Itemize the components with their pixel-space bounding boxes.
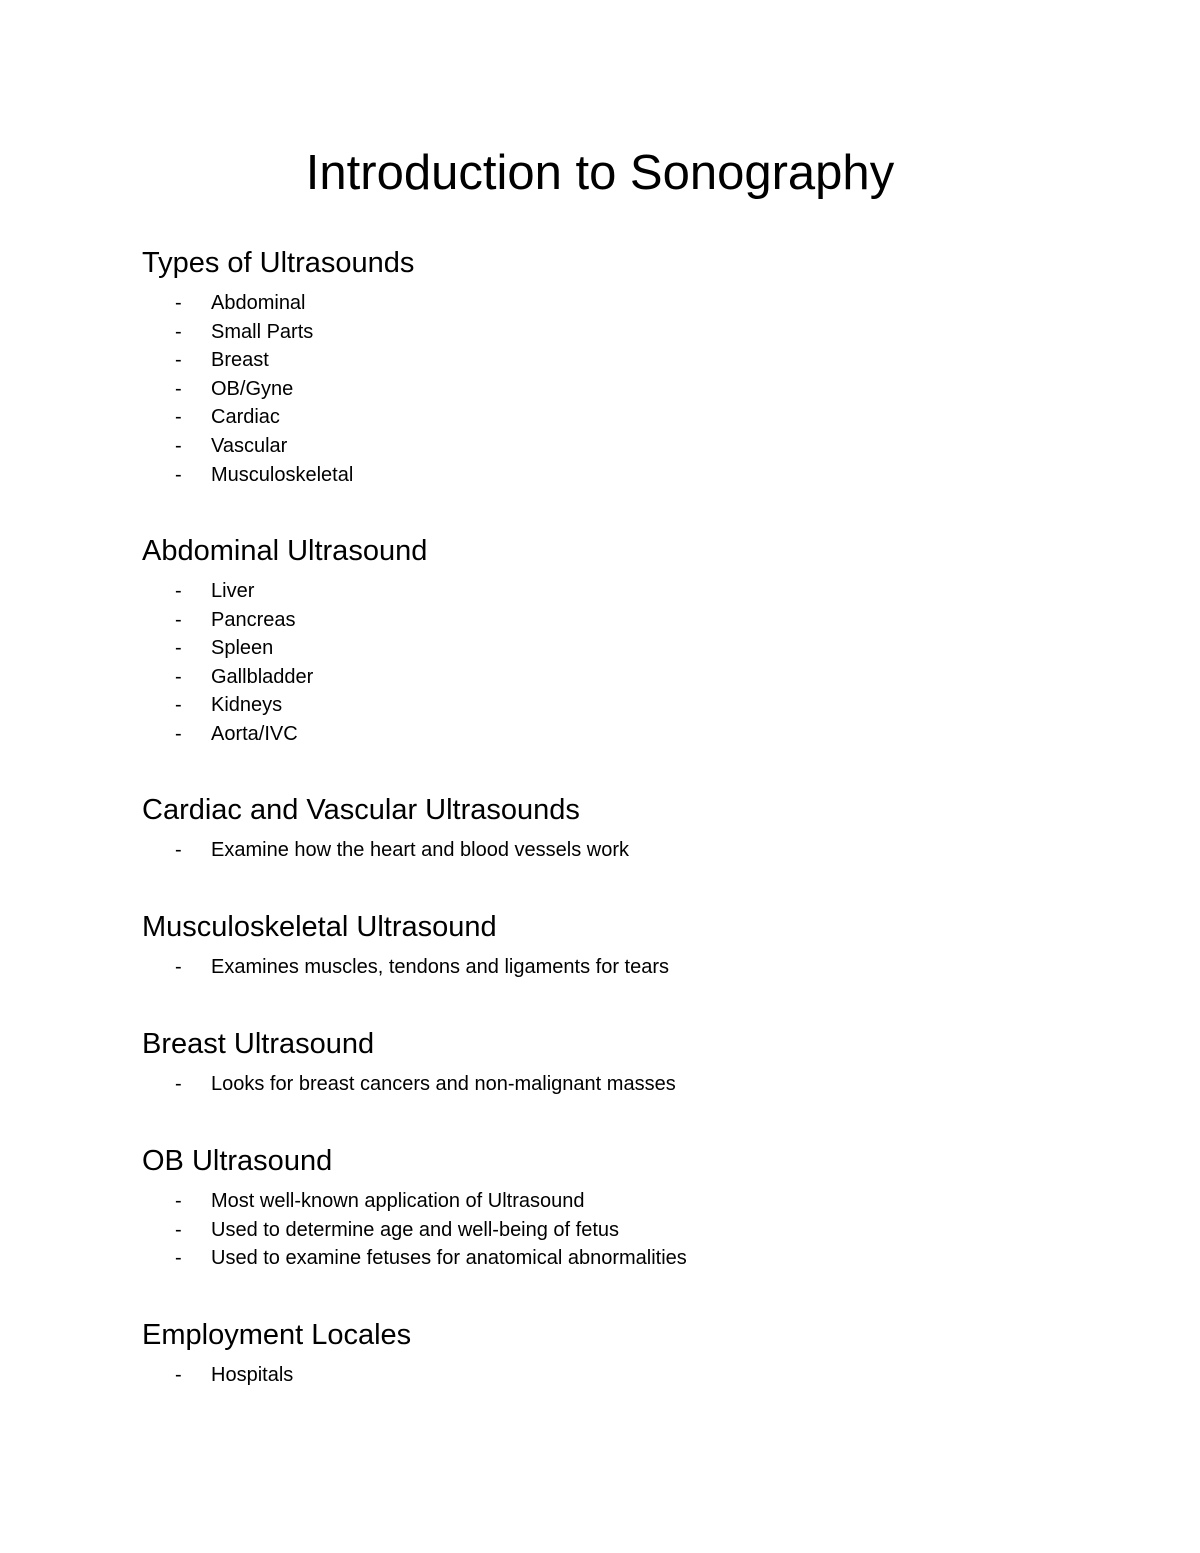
list-item <box>142 432 1142 461</box>
section-heading: Cardiac and Vascular Ultrasounds <box>142 794 580 826</box>
list-item-text: Cardiac <box>211 406 280 429</box>
list-item <box>142 836 1142 865</box>
list-item-text: Small Parts <box>211 320 314 343</box>
section-cardiac-vascular <box>142 792 1142 865</box>
list-item <box>142 1070 1142 1099</box>
section-ob <box>142 1143 1142 1273</box>
dash-bullet-icon: - <box>175 1218 182 1241</box>
list-item <box>142 1216 1142 1245</box>
list-item <box>142 461 1142 490</box>
section-heading: Types of Ultrasounds <box>142 247 415 279</box>
dash-bullet-icon: - <box>175 349 182 372</box>
dash-bullet-icon: - <box>175 608 182 631</box>
dash-bullet-icon: - <box>175 839 182 861</box>
list-item-text: Kidneys <box>211 694 283 717</box>
dash-bullet-icon: - <box>175 1247 182 1270</box>
dash-bullet-icon: - <box>175 956 182 978</box>
list-item <box>142 720 1142 749</box>
bullet-list <box>142 953 1142 982</box>
section-heading: OB Ultrasound <box>142 1145 333 1177</box>
bullet-list <box>142 836 1142 865</box>
list-item-text: Examines muscles, tendons and ligaments for tears <box>211 956 669 978</box>
dash-bullet-icon: - <box>175 1364 182 1386</box>
section-heading: Employment Locales <box>142 1319 412 1351</box>
dash-bullet-icon: - <box>175 434 182 457</box>
bullet-list <box>142 1187 1142 1273</box>
list-item <box>142 691 1142 720</box>
bullet-list <box>142 289 1142 489</box>
list-item <box>142 953 1142 982</box>
dash-bullet-icon: - <box>175 637 182 660</box>
bullet-list <box>142 1361 1142 1390</box>
dash-bullet-icon: - <box>175 722 182 745</box>
list-item <box>142 318 1142 347</box>
section-heading: Breast Ultrasound <box>142 1028 375 1060</box>
dash-bullet-icon: - <box>175 320 182 343</box>
list-item <box>142 289 1142 318</box>
list-item-text: Aorta/IVC <box>211 722 298 745</box>
list-item-text: Liver <box>211 580 255 602</box>
dash-bullet-icon: - <box>175 377 182 400</box>
section-abdominal-ultrasound <box>142 533 1142 749</box>
list-item-text: Gallbladder <box>211 665 314 688</box>
list-item <box>142 663 1142 692</box>
list-item-text: Looks for breast cancers and non-malignant masses <box>211 1073 676 1095</box>
list-item-text: Pancreas <box>211 608 296 631</box>
section-breast <box>142 1026 1142 1099</box>
list-item <box>142 403 1142 432</box>
page-title: Introduction to Sonography <box>305 146 895 200</box>
list-item-text: Abdominal <box>211 292 306 314</box>
dash-bullet-icon: - <box>175 406 182 429</box>
list-item <box>142 606 1142 635</box>
bullet-list <box>142 577 1142 749</box>
list-item <box>142 1187 1142 1216</box>
list-item <box>142 1361 1142 1390</box>
list-item-text: Vascular <box>211 434 288 457</box>
section-heading: Abdominal Ultrasound <box>142 535 428 567</box>
section-types-of-ultrasounds <box>142 245 1142 489</box>
list-item <box>142 577 1142 606</box>
list-item-text: Examine how the heart and blood vessels work <box>211 839 630 861</box>
list-item-text: Musculoskeletal <box>211 463 354 486</box>
list-item-text: Spleen <box>211 637 274 660</box>
section-heading: Musculoskeletal Ultrasound <box>142 911 497 943</box>
dash-bullet-icon: - <box>175 580 182 602</box>
list-item-text: Hospitals <box>211 1364 294 1386</box>
dash-bullet-icon: - <box>175 463 182 486</box>
list-item-text: Used to examine fetuses for anatomical abnormalities <box>211 1247 687 1270</box>
dash-bullet-icon: - <box>175 1190 182 1212</box>
list-item-text: Breast <box>211 349 269 372</box>
dash-bullet-icon: - <box>175 1073 182 1095</box>
section-musculoskeletal <box>142 909 1142 982</box>
list-item <box>142 346 1142 375</box>
list-item-text: Used to determine age and well-being of fetus <box>211 1218 620 1241</box>
dash-bullet-icon: - <box>175 292 182 314</box>
dash-bullet-icon: - <box>175 665 182 688</box>
list-item <box>142 1244 1142 1273</box>
list-item-text: Most well-known application of Ultrasound <box>211 1190 585 1212</box>
list-item <box>142 375 1142 404</box>
list-item-text: OB/Gyne <box>211 377 294 400</box>
section-employment-locales <box>142 1317 1142 1390</box>
list-item <box>142 634 1142 663</box>
bullet-list <box>142 1070 1142 1099</box>
dash-bullet-icon: - <box>175 694 182 717</box>
